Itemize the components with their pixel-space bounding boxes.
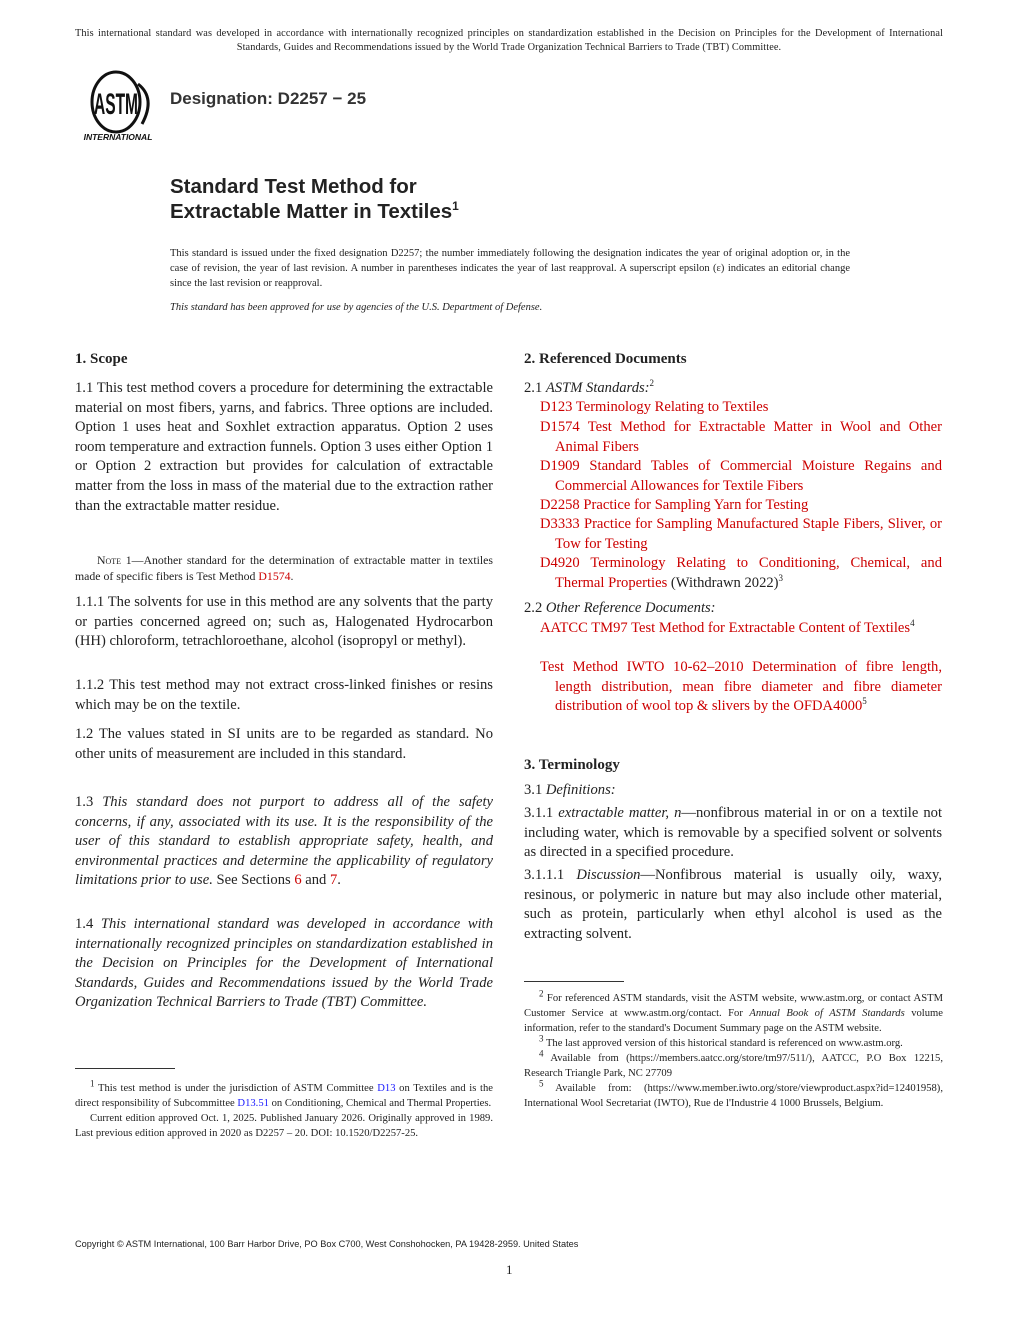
reference-link[interactable]: D1574	[540, 419, 580, 435]
reference-link[interactable]: D1574	[258, 569, 291, 583]
section-heading	[524, 756, 942, 776]
text-run: 3.1.1	[524, 805, 559, 821]
reference-item	[524, 658, 942, 717]
text-run: Other Reference Documents:	[545, 600, 716, 616]
footnotes-left	[75, 1078, 493, 1141]
paragraph	[524, 379, 942, 399]
text-run: 1.1.1 The solvents for use in this method are any solvents that the party or parties concerned agreed on; such as, Halogenated Hydrocarbon (HH) chloroform, tetrachloroethane, alcohol (isopropyl or methyl).	[75, 594, 493, 650]
reference-item	[524, 619, 942, 639]
text-run: Annual Book of ASTM Standards	[749, 1008, 905, 1019]
text-run: 1.2 The values stated in SI units are to be regarded as standard. No other units of measurement are included in this standard.	[75, 726, 493, 762]
reference-link[interactable]: 7	[330, 872, 338, 889]
paragraph	[75, 593, 493, 652]
logo-text: ASTM	[94, 88, 138, 121]
text-run: and	[301, 872, 330, 889]
reference-link[interactable]: D2258	[540, 497, 580, 513]
footnote-ref[interactable]: 3	[778, 572, 784, 583]
reference-link[interactable]: Terminology Relating to Textiles	[572, 399, 769, 415]
footnote-divider	[524, 981, 624, 982]
copyright: Copyright © ASTM International, 100 Barr Harbor Drive, PO Box C700, West Conshohocken, PA 19428-2959. United States	[75, 1239, 579, 1249]
text-run: —nonfibrous material in or on a textile not including water, which is removable by a specified solvent or solvents as directed in a specified procedure.	[524, 805, 942, 861]
section-heading	[75, 350, 493, 370]
text-run: on Conditioning, Chemical and Thermal Properties.	[268, 1098, 492, 1109]
paragraph	[75, 379, 493, 516]
footnote	[75, 1111, 493, 1141]
text-run: —Nonfibrous material is usually oily, waxy, resinous, or polymeric in nature but may also include other material, such as protein, particularly when ethyl alcohol is used as the extracting solvent.	[524, 867, 942, 942]
text-run: For referenced ASTM standards, visit the ASTM website, www.astm.org, or contact ASTM Customer Service at www.astm.org/contact. For	[524, 993, 943, 1019]
dod-approval-note: This standard has been approved for use by agencies of the U.S. Department of Defense.	[170, 302, 543, 313]
footnotes-right	[524, 988, 943, 1111]
reference-link[interactable]: D1909	[540, 458, 580, 474]
reference-link[interactable]: Standard Tables of Commercial Moisture Regains and Commercial Allowances for Textile Fibers	[555, 458, 942, 494]
text-run: The last approved version of this historical standard is referenced on www.astm.org.	[543, 1038, 903, 1049]
footnote	[524, 1078, 943, 1111]
footnote	[524, 988, 943, 1036]
header-notice: This international standard was developed in accordance with internationally recognized principles on standardization established in the Decision on Principles for the Development of International Standards, Guides and Recommendations issued by the World Trade Organization Technical Barriers to Trade (TBT) Committee.	[75, 28, 943, 53]
reference-link[interactable]: D3333	[540, 516, 580, 532]
reference-link[interactable]: D123	[540, 399, 573, 415]
title-line-1: Standard Test Method for	[170, 175, 417, 198]
reference-link[interactable]: Test Method for Extractable Content of Textiles	[627, 620, 911, 636]
text-run: This test method is under the jurisdiction of ASTM Committee	[94, 1083, 378, 1094]
text-run: Note 1	[97, 553, 132, 567]
reference-item	[524, 554, 942, 593]
footnote-ref[interactable]: 5	[539, 1078, 544, 1089]
reference-item	[524, 457, 942, 496]
text-run: See Sections	[212, 872, 295, 889]
text-run: Available from: (https://www.member.iwto.org/store/viewproduct.aspx?id=12401958), International Wool Secretariat (IWTO), Rue de l'Industrie 4 1000 Brussels, Belgium.	[524, 1083, 943, 1109]
reference-link[interactable]: Test Method IWTO 10-62–2010 Determination of fibre length, length distribution, mean fibre diameter and fibre diameter distribution of wool top & slivers by the OFDA4000	[540, 659, 942, 715]
text-run: Discussion	[576, 867, 641, 883]
text-run: 2.2	[524, 600, 546, 616]
text-run: on Textiles and is the direct responsibility of Subcommittee	[75, 1083, 493, 1109]
footnote	[524, 1033, 943, 1051]
reference-item	[524, 515, 942, 554]
document-title	[170, 174, 459, 224]
title-footnote-ref[interactable]: 1	[452, 199, 459, 214]
footnote-ref[interactable]: 1	[90, 1078, 95, 1089]
paragraph	[524, 781, 942, 801]
footnote-ref[interactable]: 2	[539, 988, 544, 999]
footnote	[75, 1078, 493, 1111]
page-number: 1	[506, 1262, 513, 1277]
paragraph	[75, 676, 493, 715]
logo-subtext: INTERNATIONAL	[83, 132, 153, 142]
paragraph	[524, 866, 942, 944]
text-run: —Another standard for the determination of extractable matter in textiles made of specific fibers is Test Method	[75, 553, 493, 583]
text-run: 1.3	[75, 794, 103, 810]
reference-link[interactable]: Terminology Relating to Conditioning, Chemical, and Thermal Properties	[555, 555, 942, 591]
footnote-ref[interactable]: 4	[539, 1048, 544, 1059]
text-run: 1. Scope	[75, 351, 128, 367]
text-run: 1.1 This test method covers a procedure for determining the extractable material on most fibers, yarns, and fabrics. Three options are included. Option 1 uses heat and Soxhlet extraction apparatus. Option 2 uses room temperature and extraction funnels. Option 3 uses either Option 1 or Option 2 extraction but provides for calculation of extractable matter from the loss in mass of the material due to the extraction rather than the extractable matter residue.	[75, 380, 493, 514]
text-run: ASTM Standards:	[545, 380, 650, 396]
intro-statement: This standard is issued under the fixed designation D2257; the number immediately following the designation indicates the year of original adoption or, in the case of revision, the year of last revision. A number in parentheses indicates the year of last reapproval. A superscript epsilon (ε) indicates an editorial change since the last revision or reapproval.	[170, 248, 850, 289]
text-run: This international standard was developed in accordance with internationally recognized principles on standardization established in the Decision on Principles for the Development of International Standards, Guides and Recommendations issued by the World Trade Organization Technical Barriers to Trade (TBT) Committee.	[75, 916, 494, 1011]
footnote-divider	[75, 1068, 175, 1069]
reference-item	[524, 398, 942, 418]
footnote	[524, 1048, 943, 1081]
reference-item	[524, 496, 942, 516]
text-run: 2. Referenced Documents	[524, 351, 687, 367]
footnote-ref[interactable]: 4	[910, 618, 915, 629]
text-run: (Withdrawn 2022)	[667, 574, 779, 591]
reference-item	[524, 418, 942, 457]
text-run: Current edition approved Oct. 1, 2025. Published January 2026. Originally approved in 1989. Last previous edition approved in 2020 as D2257 – 20. DOI: 10.1520/D2257-25.	[75, 1113, 493, 1139]
paragraph	[524, 804, 942, 863]
designation: Designation: D2257 − 25	[170, 89, 367, 108]
text-run: 2.1	[524, 380, 546, 396]
text-run: .	[290, 569, 294, 583]
paragraph	[75, 793, 493, 891]
reference-link[interactable]: D4920	[540, 555, 580, 571]
footnote-ref[interactable]: 2	[649, 378, 655, 389]
text-run: volume information, refer to the standard's Document Summary page on the ASTM website.	[524, 1008, 943, 1034]
astm-logo	[76, 68, 160, 142]
reference-link[interactable]: D13	[377, 1083, 396, 1094]
paragraph	[75, 725, 493, 764]
text-run: 3.1.1.1	[524, 867, 577, 883]
reference-link[interactable]: D13.51	[237, 1098, 269, 1109]
paragraph	[75, 915, 493, 1013]
text-run: 3. Terminology	[524, 757, 620, 773]
text-run: This standard does not purport to address all of the safety concerns, if any, associated with its use. It is the responsibility of the user of this standard to establish appropriate safety, health, and environmental practices and determine the applicability of regulatory limitations prior to use.	[75, 794, 493, 889]
footnote-ref[interactable]: 5	[862, 696, 867, 707]
text-run: 3.1	[524, 782, 546, 798]
reference-link[interactable]: Test Method for Extractable Matter in Wool and Other Animal Fibers	[555, 419, 942, 455]
text-run: Definitions:	[545, 782, 616, 798]
section-heading	[524, 350, 942, 370]
reference-link[interactable]: AATCC TM97	[540, 620, 628, 636]
title-line-2: Extractable Matter in Textiles	[170, 200, 453, 223]
footnote-ref[interactable]: 3	[539, 1033, 544, 1044]
reference-link[interactable]: Practice for Sampling Yarn for Testing	[579, 497, 809, 513]
note	[75, 552, 493, 584]
reference-link[interactable]: Practice for Sampling Manufactured Staple Fibers, Sliver, or Tow for Testing	[555, 516, 942, 552]
text-run: Available from (https://members.aatcc.org/store/tm97/511/), AATCC, P.O Box 12215, Research Triangle Park, NC 27709	[524, 1053, 943, 1079]
text-run: extractable matter, n	[558, 805, 682, 821]
text-run: 1.1.2 This test method may not extract cross-linked finishes or resins which may be on the textile.	[75, 677, 493, 713]
reference-link[interactable]: 6	[294, 872, 302, 889]
text-run: 1.4	[75, 916, 101, 932]
text-run: .	[337, 872, 341, 889]
paragraph	[524, 599, 942, 619]
